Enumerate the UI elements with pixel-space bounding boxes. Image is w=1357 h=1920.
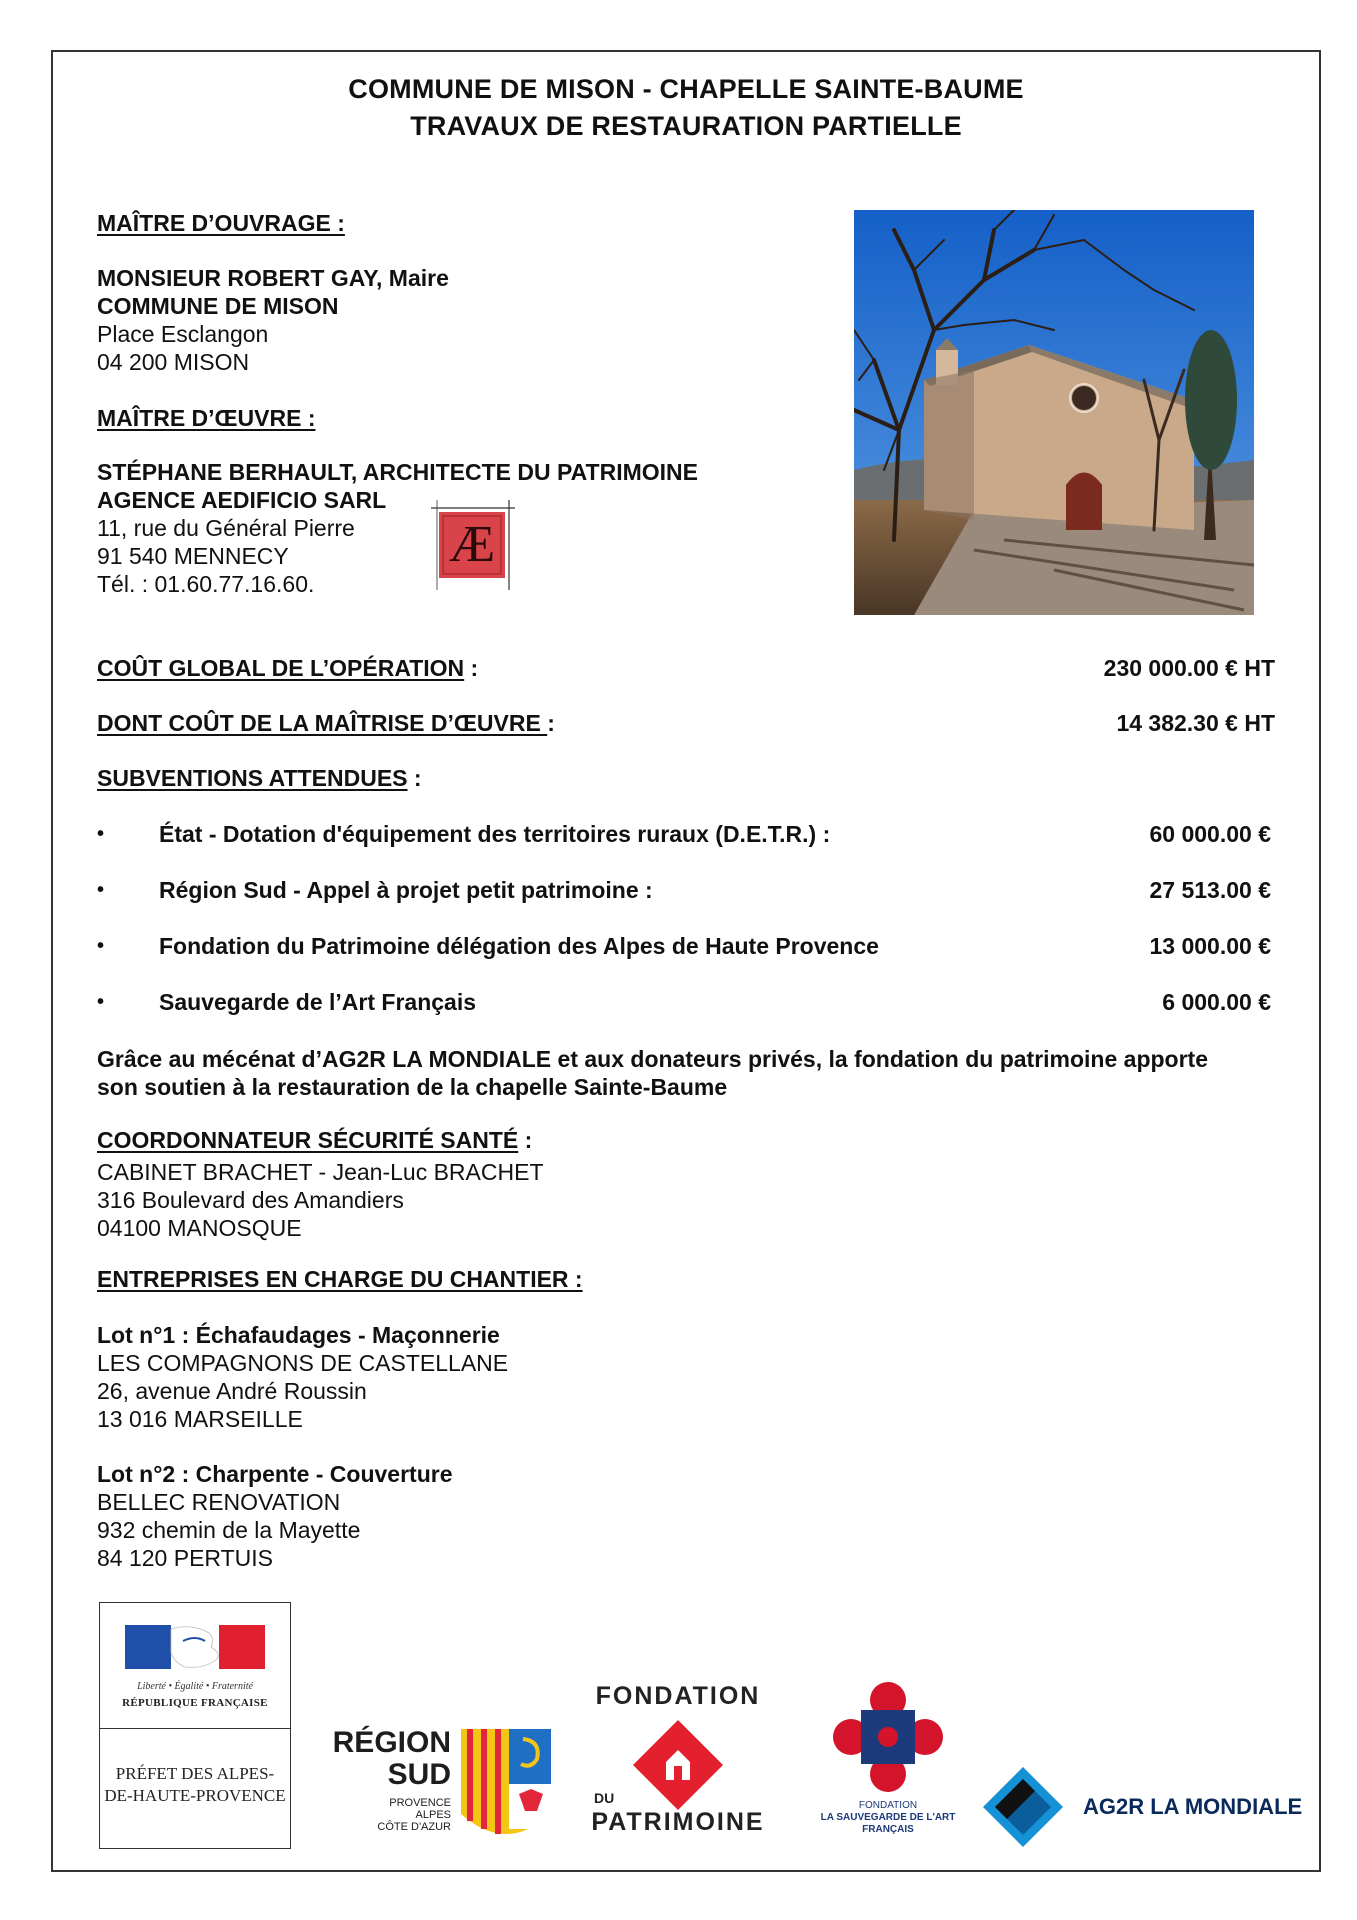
subvention-label: État - Dotation d'équipement des territoires ruraux (D.E.T.R.) : bbox=[159, 821, 831, 847]
sauvegarde-logo bbox=[788, 1682, 968, 1847]
coordonnateur-address2: 04100 MANOSQUE bbox=[97, 1215, 302, 1241]
lot-company: BELLEC RENOVATION bbox=[97, 1489, 341, 1515]
region-shield-icon bbox=[461, 1729, 551, 1847]
region-sud-logo bbox=[321, 1727, 561, 1847]
sauvegarde-line3: FRANÇAIS bbox=[862, 1824, 914, 1835]
page-frame bbox=[51, 50, 1321, 1872]
aedificio-logo-letters: Æ bbox=[448, 516, 496, 573]
mecenat-line1: Grâce au mécénat d’AG2R LA MONDIALE et aux donateurs privés, la fondation du patrimoine apporte bbox=[97, 1046, 1209, 1072]
maitre-ouvrage-org: COMMUNE DE MISON bbox=[97, 293, 339, 319]
subvention-label: Fondation du Patrimoine délégation des Alpes de Haute Provence bbox=[159, 933, 879, 959]
coordonnateur-heading-suffix: : bbox=[518, 1127, 533, 1153]
title-line1: COMMUNE DE MISON - CHAPELLE SAINTE-BAUME bbox=[348, 74, 1024, 104]
region-sub3: CÔTE D'AZUR bbox=[377, 1821, 451, 1833]
bullet-icon: • bbox=[97, 991, 105, 1013]
chapel-photo bbox=[854, 210, 1254, 615]
lot-company: LES COMPAGNONS DE CASTELLANE bbox=[97, 1350, 509, 1376]
coordonnateur-heading: COORDONNATEUR SÉCURITÉ SANTÉ bbox=[97, 1127, 519, 1153]
maitre-ouvrage-name: MONSIEUR ROBERT GAY, Maire bbox=[97, 265, 449, 291]
republique-motto: Liberté • Égalité • Fraternité bbox=[137, 1681, 253, 1692]
coordonnateur-address1: 316 Boulevard des Amandiers bbox=[97, 1187, 404, 1213]
subvention-value: 60 000.00 € bbox=[1149, 821, 1271, 847]
maitre-ouvrage-heading: MAÎTRE D’OUVRAGE : bbox=[97, 210, 345, 236]
subventions-heading: SUBVENTIONS ATTENDUES bbox=[97, 765, 408, 791]
coordonnateur-block bbox=[97, 1126, 544, 1242]
maitre-ouvrage-block bbox=[97, 264, 449, 376]
lot-address2: 13 016 MARSEILLE bbox=[97, 1406, 303, 1432]
lot-address1: 932 chemin de la Mayette bbox=[97, 1517, 361, 1543]
lot-title: Lot n°1 : Échafaudages - Maçonnerie bbox=[97, 1322, 500, 1348]
republique-name: RÉPUBLIQUE FRANÇAISE bbox=[122, 1697, 268, 1709]
ag2r-name: AG2R LA MONDIALE bbox=[1083, 1794, 1303, 1819]
region-sub1: PROVENCE bbox=[389, 1797, 451, 1809]
ag2r-diamond-icon bbox=[983, 1767, 1063, 1847]
region-sub2: ALPES bbox=[415, 1809, 451, 1821]
mecenat-line2: son soutien à la restauration de la chapelle Sainte-Baume bbox=[97, 1074, 728, 1100]
chapel-photo-image bbox=[854, 210, 1254, 615]
maitre-oeuvre-name: STÉPHANE BERHAULT, ARCHITECTE DU PATRIMOINE bbox=[97, 459, 698, 485]
sauvegarde-line2: LA SAUVEGARDE DE L'ART bbox=[820, 1812, 956, 1823]
subvention-value: 13 000.00 € bbox=[1149, 933, 1271, 959]
maitre-oeuvre-block bbox=[97, 458, 698, 598]
lot-address1: 26, avenue André Roussin bbox=[97, 1378, 367, 1404]
mecenat-paragraph bbox=[97, 1045, 1208, 1101]
ag2r-logo bbox=[983, 1767, 1313, 1847]
lot-title: Lot n°2 : Charpente - Couverture bbox=[97, 1461, 453, 1487]
bullet-icon: • bbox=[97, 935, 105, 957]
cout-moe-suffix: : bbox=[547, 710, 555, 736]
lot-address2: 84 120 PERTUIS bbox=[97, 1545, 274, 1571]
sauvegarde-text bbox=[788, 1800, 988, 1836]
cout-global-value: 230 000.00 € HT bbox=[1103, 655, 1275, 681]
entreprises-heading: ENTREPRISES EN CHARGE DU CHANTIER : bbox=[97, 1266, 583, 1292]
subventions-heading-row bbox=[97, 765, 422, 792]
bullet-icon: • bbox=[97, 823, 105, 845]
cout-global-row bbox=[97, 655, 478, 682]
maitre-ouvrage-address1: Place Esclangon bbox=[97, 321, 269, 347]
marianne-block bbox=[100, 1603, 290, 1729]
cout-global-suffix: : bbox=[464, 655, 479, 681]
maitre-oeuvre-heading: MAÎTRE D’ŒUVRE : bbox=[97, 405, 316, 431]
prefet-line1: PRÉFET DES ALPES- bbox=[115, 1764, 275, 1783]
sauvegarde-emblem-icon bbox=[833, 1682, 943, 1792]
prefet-logo bbox=[99, 1602, 291, 1849]
lot-block bbox=[97, 1460, 453, 1572]
maitre-oeuvre-address1: 11, rue du Général Pierre bbox=[97, 515, 355, 541]
aedificio-logo bbox=[431, 500, 515, 590]
sauvegarde-line1: FONDATION bbox=[858, 1800, 918, 1811]
coordonnateur-name: CABINET BRACHET - Jean-Luc BRACHET bbox=[97, 1159, 544, 1185]
subvention-value: 6 000.00 € bbox=[1162, 989, 1271, 1015]
cout-moe-row bbox=[97, 710, 555, 737]
region-title bbox=[321, 1727, 451, 1791]
prefet-text bbox=[100, 1763, 290, 1807]
region-line2: SUD bbox=[387, 1758, 451, 1791]
fondation-top: FONDATION bbox=[595, 1682, 761, 1710]
maitre-oeuvre-phone: Tél. : 01.60.77.16.60. bbox=[97, 571, 315, 597]
region-sub bbox=[321, 1797, 451, 1833]
fondation-bottom: PATRIMOINE bbox=[591, 1808, 765, 1836]
fondation-patrimoine-logo bbox=[588, 1682, 768, 1852]
bullet-icon: • bbox=[97, 879, 105, 901]
maitre-oeuvre-address2: 91 540 MENNECY bbox=[97, 543, 289, 569]
cout-moe-value: 14 382.30 € HT bbox=[1116, 710, 1275, 736]
subvention-label: Région Sud - Appel à projet petit patrimoine : bbox=[159, 877, 653, 903]
lot-block bbox=[97, 1321, 508, 1433]
fondation-du: DU bbox=[594, 1790, 615, 1806]
maitre-oeuvre-org: AGENCE AEDIFICIO SARL bbox=[97, 487, 387, 513]
marianne-icon bbox=[125, 1623, 265, 1671]
subvention-label: Sauvegarde de l’Art Français bbox=[159, 989, 477, 1015]
maitre-ouvrage-address2: 04 200 MISON bbox=[97, 349, 250, 375]
region-line1: RÉGION bbox=[332, 1726, 451, 1759]
cout-global-label: COÛT GLOBAL DE L’OPÉRATION bbox=[97, 655, 465, 681]
subvention-value: 27 513.00 € bbox=[1149, 877, 1271, 903]
cout-moe-label: DONT COÛT DE LA MAÎTRISE D’ŒUVRE bbox=[97, 710, 548, 736]
prefet-line2: DE-HAUTE-PROVENCE bbox=[104, 1786, 286, 1805]
fondation-diamond-icon bbox=[633, 1720, 723, 1810]
subventions-heading-suffix: : bbox=[407, 765, 422, 791]
title-line2: TRAVAUX DE RESTAURATION PARTIELLE bbox=[410, 111, 962, 141]
